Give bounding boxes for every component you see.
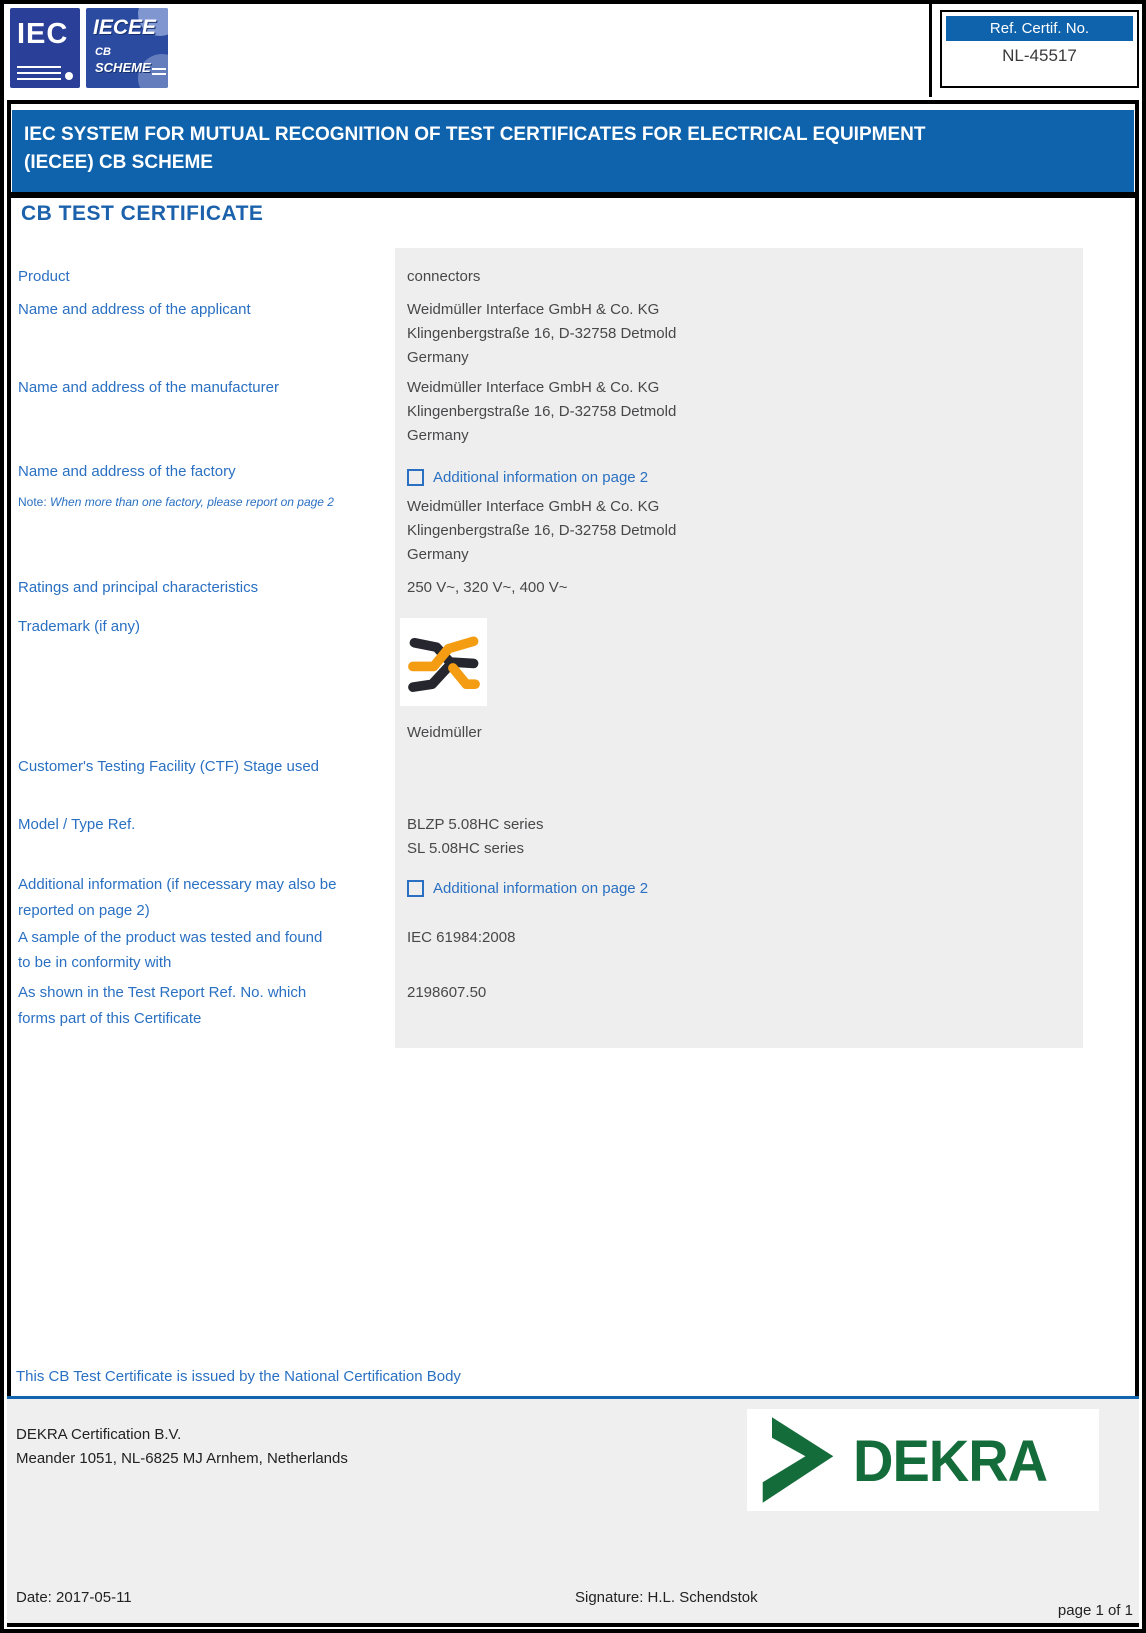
factory-additional-info-label: Additional information on page 2 xyxy=(433,469,649,486)
dekra-logo xyxy=(747,1409,1099,1511)
value-applicant: Weidmüller Interface GmbH & Co. KG Klingenbergstraße 16, D-32758 Detmold Germany xyxy=(407,301,677,366)
scheme-header-band xyxy=(12,110,1134,192)
factory-note: Note: When more than one factory, please report on page 2 xyxy=(18,495,334,509)
dekra-logo-text: DEKRA xyxy=(853,1427,1048,1493)
label-sample-line1: A sample of the product was tested and found xyxy=(18,929,323,946)
label-manufacturer: Name and address of the manufacturer xyxy=(18,379,279,396)
label-additional-info-line1: Additional information (if necessary may also be xyxy=(18,876,337,893)
label-model-type-ref: Model / Type Ref. xyxy=(18,816,136,833)
ncb-name: DEKRA Certification B.V. xyxy=(16,1426,182,1443)
top-cell-divider xyxy=(929,4,932,97)
scheme-header-line2: (IECEE) CB SCHEME xyxy=(24,152,213,173)
label-sample-line2: to be in conformity with xyxy=(18,954,172,971)
ref-certif-box xyxy=(940,10,1139,88)
additional-info-row xyxy=(407,880,648,897)
additional-info-checkbox[interactable] xyxy=(407,880,424,897)
factory-additional-info-row xyxy=(407,469,648,486)
factory-additional-info-checkbox[interactable] xyxy=(407,469,424,486)
weidmuller-trademark-logo xyxy=(400,618,487,706)
trademark-caption: Weidmüller xyxy=(407,724,482,741)
iec-logo xyxy=(10,8,80,88)
label-ratings: Ratings and principal characteristics xyxy=(18,579,259,596)
value-ratings: 250 V~, 320 V~, 400 V~ xyxy=(407,579,568,596)
ref-certif-label: Ref. Certif. No. xyxy=(946,16,1133,41)
weidmuller-mark-icon xyxy=(407,625,481,699)
value-manufacturer: Weidmüller Interface GmbH & Co. KG Klingenbergstraße 16, D-32758 Detmold Germany xyxy=(407,379,677,444)
scheme-header-line1: IEC SYSTEM FOR MUTUAL RECOGNITION OF TEST CERTIFICATES FOR ELECTRICAL EQUIPMENT xyxy=(24,124,926,145)
ncb-address: Meander 1051, NL-6825 MJ Arnhem, Netherlands xyxy=(16,1450,348,1467)
iec-logo-text: IEC xyxy=(17,18,69,50)
value-model-type-ref: BLZP 5.08HC series SL 5.08HC series xyxy=(407,816,544,857)
label-trademark: Trademark (if any) xyxy=(18,618,140,635)
label-test-report-line1: As shown in the Test Report Ref. No. which xyxy=(18,984,307,1001)
page-title: CB TEST CERTIFICATE xyxy=(21,202,264,225)
iec-logo-dot xyxy=(65,72,73,80)
dekra-arrow-icon xyxy=(759,1415,837,1505)
certificate-signature: Signature: H.L. Schendstok xyxy=(575,1589,758,1606)
iecee-cb-scheme-logo: IECEE CB SCHEME xyxy=(86,8,168,88)
additional-info-label: Additional information on page 2 xyxy=(433,880,649,897)
value-test-report-number: 2198607.50 xyxy=(407,984,487,1001)
label-ctf-stage: Customer's Testing Facility (CTF) Stage used xyxy=(18,758,320,775)
value-product: connectors xyxy=(407,268,481,285)
label-factory: Name and address of the factory xyxy=(18,463,236,480)
issued-by-statement: This CB Test Certificate is issued by the National Certification Body xyxy=(16,1368,461,1385)
ref-certif-value: NL-45517 xyxy=(1002,46,1077,65)
label-additional-info-line2: reported on page 2) xyxy=(18,902,150,919)
value-factory: Weidmüller Interface GmbH & Co. KG Klingenbergstraße 16, D-32758 Detmold Germany xyxy=(407,498,677,563)
header-rule xyxy=(7,192,1139,198)
label-applicant: Name and address of the applicant xyxy=(18,301,251,318)
certificate-date: Date: 2017-05-11 xyxy=(16,1589,132,1606)
page-number: page 1 of 1 xyxy=(1057,1602,1133,1619)
value-standard: IEC 61984:2008 xyxy=(407,929,516,946)
label-product: Product xyxy=(18,268,70,285)
label-test-report-line2: forms part of this Certificate xyxy=(18,1010,202,1027)
header-logos xyxy=(10,8,168,88)
